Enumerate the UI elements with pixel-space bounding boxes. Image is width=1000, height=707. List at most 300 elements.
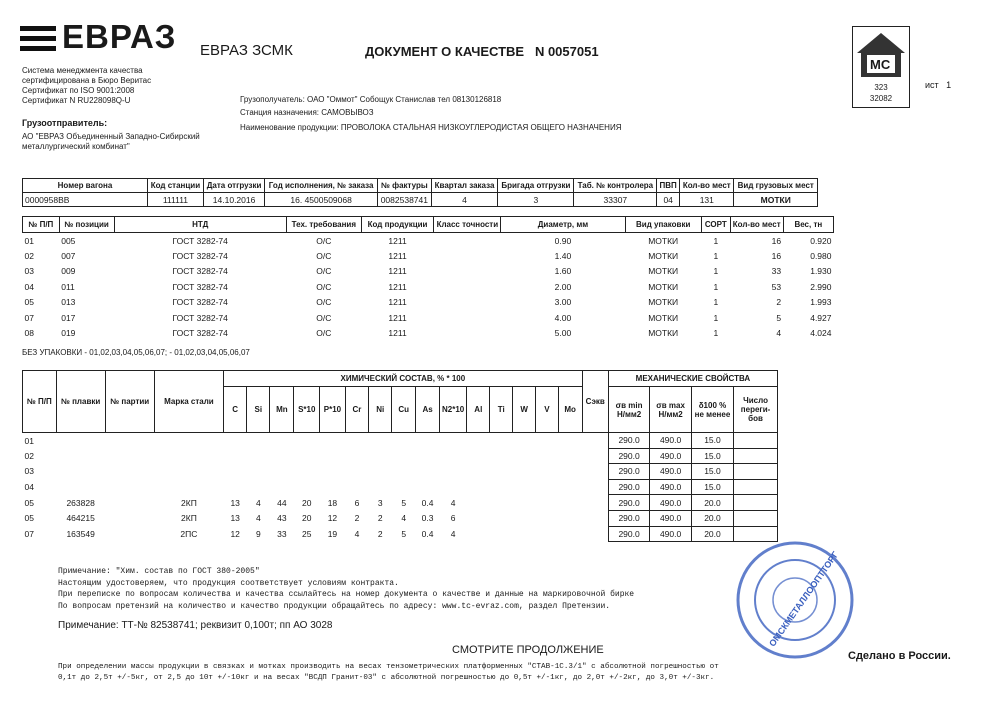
col-header: Номер вагона	[23, 179, 148, 193]
cell: 2ПС	[180, 528, 198, 539]
cell	[369, 448, 392, 464]
col-header: Вид грузовых мест	[734, 179, 818, 193]
certification-block	[22, 66, 151, 106]
cell	[734, 510, 778, 526]
cell	[582, 448, 608, 464]
cell: 019	[61, 328, 76, 339]
col-header: Дата отгрузки	[203, 179, 264, 193]
cell: 1	[713, 235, 719, 246]
cell: 0.4	[421, 497, 434, 508]
cell: 9	[255, 528, 261, 539]
cell: 19	[327, 528, 338, 539]
cell: МОТКИ	[648, 328, 679, 339]
cell: 4	[401, 513, 407, 524]
cell	[513, 448, 536, 464]
stamp-code-1: 323	[874, 83, 888, 92]
cell	[154, 433, 223, 449]
table-row	[23, 233, 834, 249]
cell	[513, 526, 536, 542]
cell	[558, 495, 582, 511]
cell	[105, 464, 154, 480]
cell: 6	[354, 497, 360, 508]
col-header: Код станции	[148, 179, 204, 193]
table-row	[23, 464, 778, 480]
cell: 25	[302, 528, 312, 539]
element-header: W	[513, 387, 536, 433]
cell: МОТКИ	[648, 266, 679, 277]
cell: 163549	[66, 528, 95, 539]
cell: 1211	[388, 250, 407, 261]
cell: 44	[277, 497, 287, 508]
cell: 4.927	[810, 312, 832, 323]
cell	[513, 479, 536, 495]
cell: 490.0	[650, 495, 692, 511]
cell: 02	[24, 250, 34, 261]
sheet-indicator	[925, 80, 951, 90]
col-header: Марка стали	[154, 371, 223, 433]
cell	[105, 433, 154, 449]
cell: 2	[377, 513, 383, 524]
cell: 3.00	[554, 297, 572, 308]
cell: 20.0	[691, 526, 733, 542]
cell: 111111	[148, 193, 204, 207]
house-mark-icon	[853, 29, 909, 81]
cell: 290.0	[608, 510, 650, 526]
cell: 07	[24, 312, 34, 323]
cell	[434, 295, 501, 311]
table-row	[23, 248, 834, 264]
chem-header-row-1	[23, 371, 778, 387]
element-header: As	[416, 387, 440, 433]
table-row	[23, 326, 834, 342]
cell	[513, 433, 536, 449]
cell	[536, 448, 558, 464]
cell	[513, 510, 536, 526]
shipper-line: АО "ЕВРАЗ Объединенный Западно-Сибирский	[22, 132, 200, 141]
cell	[490, 448, 513, 464]
cell: О/С	[316, 235, 332, 246]
cell: 0.980	[810, 250, 832, 261]
table-row	[23, 433, 778, 449]
cell: 4.024	[810, 328, 832, 339]
cell: МОТКИ	[648, 250, 679, 261]
cell: 1	[713, 328, 719, 339]
cell	[734, 479, 778, 495]
cell	[467, 479, 490, 495]
cell	[558, 526, 582, 542]
cell	[582, 433, 608, 449]
made-in: Сделано в России.	[848, 650, 951, 662]
cell: О/С	[316, 250, 332, 261]
cell: 290.0	[608, 479, 650, 495]
cell: 007	[61, 250, 76, 261]
company-seal	[735, 540, 855, 660]
element-header: Cr	[345, 387, 368, 433]
element-header: Ti	[490, 387, 513, 433]
cell: 13	[230, 513, 240, 524]
cell: 490.0	[650, 510, 692, 526]
cell: 1.60	[554, 266, 572, 277]
product-name: Наименование продукции: ПРОВОЛОКА СТАЛЬНАЯ НИЗКОУГЛЕРОДИСТАЯ ОБЩЕГО НАЗНАЧЕНИЯ	[240, 123, 622, 132]
cell: 16	[771, 250, 782, 261]
cell: 13	[230, 497, 240, 508]
cell	[582, 479, 608, 495]
cell: ГОСТ 3282-74	[172, 312, 228, 323]
col-header: СОРТ	[701, 217, 730, 233]
cell	[224, 433, 247, 449]
cell: 04	[657, 193, 680, 207]
cell: 05	[24, 513, 34, 524]
cell: МОТКИ	[648, 312, 679, 323]
cell: О/С	[316, 312, 332, 323]
col-header: № П/П	[23, 371, 57, 433]
weights-line: При определении массы продукции в связках и мотках производить на весах тензометрических платформенных "СТАВ-1С.3/1" с абсолютной погрешностью от	[58, 663, 719, 671]
cell: 0.920	[810, 235, 832, 246]
cell	[734, 464, 778, 480]
cell: ГОСТ 3282-74	[172, 250, 228, 261]
shipper-label: Грузоотправитель:	[22, 118, 108, 128]
continue-notice: СМОТРИТЕ ПРОДОЛЖЕНИЕ	[452, 644, 604, 656]
note-line: По вопросам претензий на количество и качество продукции обращайтесь по адресу: www.tc-evraz.com, раздел Претензии.	[58, 601, 611, 611]
cell	[392, 448, 416, 464]
cell: О/С	[316, 266, 332, 277]
cert-line: Сертификат N RU228098Q-U	[22, 96, 131, 105]
cell: 18	[327, 497, 338, 508]
logo-text: ЕВРАЗ	[62, 18, 177, 55]
shipment-header-row	[23, 179, 818, 193]
cell: ГОСТ 3282-74	[172, 235, 228, 246]
element-header: C	[224, 387, 247, 433]
cell	[345, 433, 368, 449]
cell	[392, 464, 416, 480]
table-row	[23, 479, 778, 495]
logo-stripes-icon	[20, 26, 60, 54]
cell	[467, 433, 490, 449]
col-header-mech: МЕХАНИЧЕСКИЕ СВОЙСТВА	[608, 371, 777, 387]
footer-notes	[58, 566, 634, 612]
cell	[734, 433, 778, 449]
cell: ГОСТ 3282-74	[172, 266, 228, 277]
element-header: Al	[467, 387, 490, 433]
cell	[224, 448, 247, 464]
cell: 07	[24, 528, 34, 539]
cell	[224, 479, 247, 495]
cell: ГОСТ 3282-74	[172, 297, 228, 308]
cell: 005	[61, 235, 76, 246]
cell: 290.0	[608, 495, 650, 511]
cert-line: Сертификат по ISO 9001:2008	[22, 86, 135, 95]
cell	[467, 526, 490, 542]
table-row	[23, 448, 778, 464]
cell	[536, 464, 558, 480]
cell: 12	[327, 513, 338, 524]
cell: 4.00	[554, 312, 572, 323]
cell	[154, 464, 223, 480]
cell	[434, 310, 501, 326]
cell	[270, 433, 294, 449]
cell: 53	[771, 281, 782, 292]
table-row	[23, 526, 778, 542]
cell: 15.0	[691, 448, 733, 464]
cell: 2	[354, 513, 360, 524]
element-header: Mo	[558, 387, 582, 433]
cell	[270, 464, 294, 480]
doc-number: N 0057051	[534, 44, 599, 59]
cell	[320, 448, 346, 464]
cell: 2.00	[554, 281, 572, 292]
cell: 4	[450, 497, 456, 508]
cell: 33	[771, 266, 782, 277]
cell: 1211	[388, 281, 407, 292]
col-header: Бригада отгрузки	[498, 179, 574, 193]
cell: 1211	[388, 328, 407, 339]
cell	[392, 433, 416, 449]
cell: 3	[377, 497, 383, 508]
cell: 0.90	[554, 235, 572, 246]
col-header: Тех. требования	[286, 217, 361, 233]
cell: 33307	[574, 193, 657, 207]
shipper-name	[22, 132, 200, 152]
cell: 0.4	[421, 528, 434, 539]
col-header: Таб. № контролера	[574, 179, 657, 193]
col-header: Код продукции	[361, 217, 434, 233]
element-header: V	[536, 387, 558, 433]
element-header: Ni	[369, 387, 392, 433]
stamp-code-2: 32082	[869, 94, 893, 103]
cell: ГОСТ 3282-74	[172, 281, 228, 292]
cell	[345, 479, 368, 495]
cell	[558, 510, 582, 526]
mech-header: σв min Н/мм2	[608, 387, 650, 433]
cell	[369, 479, 392, 495]
note-line: Настоящим удостоверяем, что продукция соответствует условиям контракта.	[58, 578, 399, 588]
cell	[105, 479, 154, 495]
cell: 05	[24, 497, 34, 508]
cell	[558, 433, 582, 449]
cell: 464215	[66, 513, 95, 524]
cell	[320, 464, 346, 480]
cell: 4	[255, 513, 261, 524]
cell	[558, 448, 582, 464]
destination-station: Станция назначения: САМОВЫВОЗ	[240, 108, 374, 117]
cell	[105, 526, 154, 542]
cell	[56, 479, 105, 495]
cell	[558, 479, 582, 495]
cell	[734, 448, 778, 464]
cell: 1	[713, 312, 719, 323]
seal-text: ОМСКМЕТАЛЛООПТТОРГ	[767, 549, 841, 649]
cert-line: Система менеджмента качества	[22, 66, 143, 75]
col-header: № партии	[105, 371, 154, 433]
cell	[345, 464, 368, 480]
cell	[56, 433, 105, 449]
cell	[536, 526, 558, 542]
cell: 4	[450, 528, 456, 539]
cell: 4	[354, 528, 360, 539]
cell: 5	[401, 528, 407, 539]
cell: 3	[498, 193, 574, 207]
note-line: При переписке по вопросам количества и качества ссылайтесь на номер документа о качестве и данные на маркировочной бирке	[58, 590, 635, 599]
weights-line: 0,1т до 2,5т +/-5кг, от 2,5 до 10т +/-10кг и на весах "ВСДП Гранит-03" с абсолютной погрешностью до 0,5т +/-1кг, до 2,0т +/-2кг, до 3,0т +/-3кг.	[58, 674, 715, 682]
packaging-note: БЕЗ УПАКОВКИ - 01,02,03,04,05,06,07; - 01,02,03,04,05,06,07	[22, 348, 250, 357]
col-header: Квартал заказа	[431, 179, 498, 193]
cell: 1211	[388, 235, 407, 246]
cell: 33	[277, 528, 287, 539]
cell	[294, 448, 320, 464]
positions-body	[23, 233, 834, 342]
cell	[416, 464, 440, 480]
cell: 490.0	[650, 479, 692, 495]
cell: 490.0	[650, 464, 692, 480]
col-header: Сэкв	[582, 371, 608, 433]
cell	[536, 433, 558, 449]
cell: 009	[61, 266, 76, 277]
cell	[490, 495, 513, 511]
cell	[490, 464, 513, 480]
cell	[294, 479, 320, 495]
cell: 04	[24, 482, 34, 493]
element-header: Si	[247, 387, 270, 433]
cell	[369, 464, 392, 480]
col-header: № плавки	[56, 371, 105, 433]
col-header: Вид упаковки	[625, 217, 701, 233]
element-header: Cu	[392, 387, 416, 433]
cell	[536, 495, 558, 511]
cell: 1.40	[554, 250, 572, 261]
cell: МОТКИ	[648, 281, 679, 292]
cell	[582, 464, 608, 480]
cell	[105, 510, 154, 526]
weights-note	[58, 662, 719, 684]
cell: 6	[450, 513, 456, 524]
mech-header: δ100 % не менее	[691, 387, 733, 433]
cell: 02	[24, 450, 34, 461]
cell	[320, 479, 346, 495]
cell: 20	[302, 497, 312, 508]
cell	[270, 479, 294, 495]
cell	[536, 510, 558, 526]
cell: 03	[24, 466, 34, 477]
cell: 1	[713, 281, 719, 292]
table-row	[23, 510, 778, 526]
cell	[467, 510, 490, 526]
cell	[434, 264, 501, 280]
company-subtitle: ЕВРАЗ ЗСМК	[200, 42, 293, 59]
cell	[294, 433, 320, 449]
col-header: Кол-во мест	[680, 179, 734, 193]
cell: ГОСТ 3282-74	[172, 328, 228, 339]
element-header: N2*10	[440, 387, 467, 433]
col-header: Год исполнения, № заказа	[265, 179, 378, 193]
cell: 05	[24, 297, 34, 308]
cell	[416, 479, 440, 495]
cell: 0.3	[421, 513, 434, 524]
col-header: Кол-во мест	[730, 217, 783, 233]
cell: 01	[24, 235, 34, 246]
cell: 5	[401, 497, 407, 508]
cell: 2	[776, 297, 782, 308]
cell: 04	[24, 281, 34, 292]
cell	[490, 526, 513, 542]
table-row	[23, 310, 834, 326]
cell: 01	[24, 435, 34, 446]
cell: О/С	[316, 281, 332, 292]
cell: 08	[24, 328, 34, 339]
cell	[536, 479, 558, 495]
cell: 43	[277, 513, 287, 524]
cell	[369, 433, 392, 449]
cell	[734, 495, 778, 511]
cell: 490.0	[650, 433, 692, 449]
cell	[416, 448, 440, 464]
cell	[294, 464, 320, 480]
col-header: Класс точности	[434, 217, 501, 233]
cell: 12	[230, 528, 240, 539]
cell	[247, 448, 270, 464]
shipper-line: металлургический комбинат"	[22, 142, 130, 151]
cell: 20	[302, 513, 312, 524]
cell: 2КП	[181, 513, 197, 524]
cell: 1	[713, 250, 719, 261]
cell: 15.0	[691, 464, 733, 480]
shipment-table	[22, 178, 818, 207]
cell	[467, 464, 490, 480]
cell: 1	[713, 297, 719, 308]
cell: 16	[771, 235, 782, 246]
cell: 290.0	[608, 433, 650, 449]
cell	[56, 448, 105, 464]
cell	[434, 233, 501, 249]
col-header: № позиции	[59, 217, 114, 233]
cell: О/С	[316, 328, 332, 339]
cell	[582, 495, 608, 511]
quality-stamp	[852, 26, 910, 108]
cell: 16. 4500509068	[265, 193, 378, 207]
cell: 15.0	[691, 479, 733, 495]
cell: 5	[776, 312, 782, 323]
cell: 4	[255, 497, 261, 508]
table-row	[23, 495, 778, 511]
cell: 4	[776, 328, 782, 339]
positions-header-row	[23, 217, 834, 233]
col-header: № П/П	[23, 217, 60, 233]
cell	[154, 448, 223, 464]
cell	[440, 433, 467, 449]
cell	[467, 495, 490, 511]
col-header: Вес, тн	[783, 217, 833, 233]
cell: 490.0	[650, 526, 692, 542]
cell	[345, 448, 368, 464]
cell: 15.0	[691, 433, 733, 449]
cert-line: сертифицирована в Бюро Веритас	[22, 76, 152, 85]
cell: МОТКИ	[648, 235, 679, 246]
cell: 14.10.2016	[203, 193, 264, 207]
doc-title-text: ДОКУМЕНТ О КАЧЕСТВЕ	[365, 44, 525, 59]
mech-header: Число переги-бов	[734, 387, 778, 433]
remark: Примечание: ТТ-№ 82538741; реквизит 0,100т; пп АО 3028	[58, 620, 333, 631]
cell	[440, 479, 467, 495]
note-line: Примечание: "Хим. состав по ГОСТ 380-2005"	[58, 567, 260, 576]
cell: 011	[61, 281, 75, 292]
cell	[582, 526, 608, 542]
cell	[416, 433, 440, 449]
cell	[56, 464, 105, 480]
cell	[490, 479, 513, 495]
cell: 4	[431, 193, 498, 207]
cell	[440, 448, 467, 464]
element-header: Mn	[270, 387, 294, 433]
cell: 013	[61, 297, 76, 308]
